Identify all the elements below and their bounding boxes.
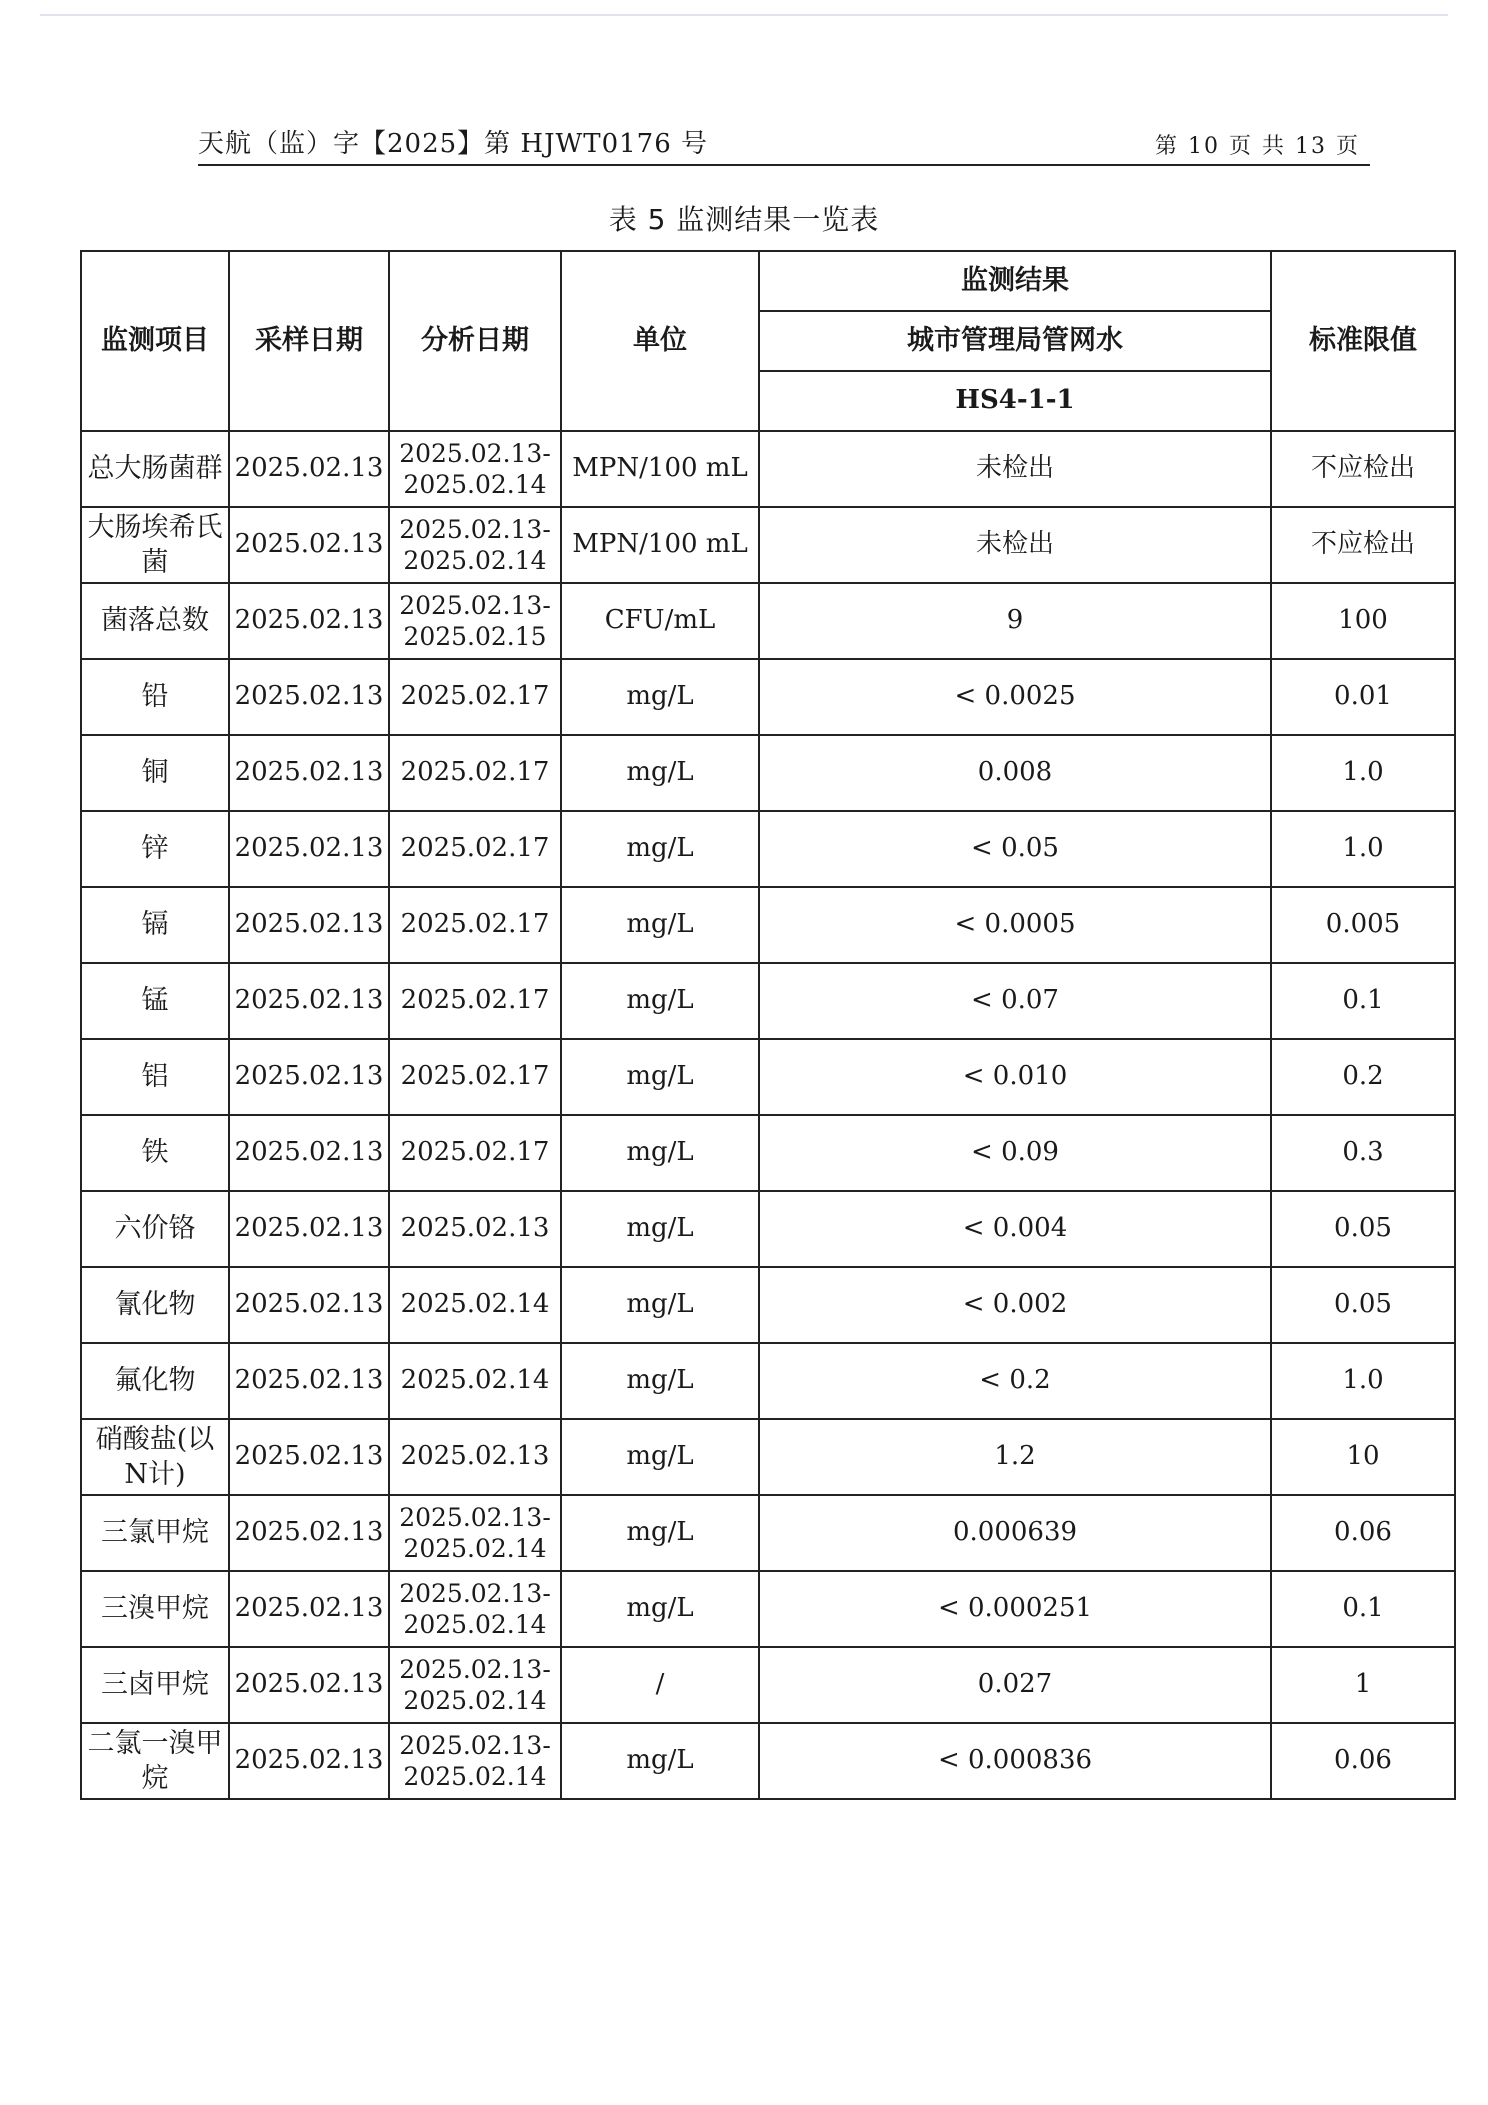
cell-sample-date: 2025.02.13 (229, 1039, 389, 1115)
cell-result: < 0.2 (759, 1343, 1271, 1419)
cell-analysis-date: 2025.02.13 (389, 1191, 561, 1267)
cell-unit: mg/L (561, 1191, 759, 1267)
cell-item: 氰化物 (81, 1267, 229, 1343)
cell-limit: 不应检出 (1271, 431, 1455, 507)
cell-result: 未检出 (759, 507, 1271, 583)
cell-result: < 0.09 (759, 1115, 1271, 1191)
cell-limit: 10 (1271, 1419, 1455, 1495)
cell-unit: mg/L (561, 963, 759, 1039)
table-row (81, 1419, 1455, 1495)
cell-unit: mg/L (561, 1039, 759, 1115)
cell-item: 铅 (81, 659, 229, 735)
cell-sample-date: 2025.02.13 (229, 1419, 389, 1495)
cell-limit: 0.06 (1271, 1723, 1455, 1799)
cell-result: < 0.000836 (759, 1723, 1271, 1799)
table-row (81, 963, 1455, 1039)
cell-result: < 0.07 (759, 963, 1271, 1039)
cell-result: 0.027 (759, 1647, 1271, 1723)
table-row (81, 1115, 1455, 1191)
cell-analysis-date: 2025.02.13-2025.02.14 (389, 1647, 561, 1723)
table-row (81, 1495, 1455, 1571)
cell-sample-date: 2025.02.13 (229, 1267, 389, 1343)
cell-result: < 0.05 (759, 811, 1271, 887)
cell-unit: mg/L (561, 1267, 759, 1343)
cell-limit: 0.3 (1271, 1115, 1455, 1191)
cell-limit: 0.05 (1271, 1267, 1455, 1343)
table-row (81, 507, 1455, 583)
cell-analysis-date: 2025.02.17 (389, 659, 561, 735)
cell-result: < 0.0005 (759, 887, 1271, 963)
cell-item: 六价铬 (81, 1191, 229, 1267)
table-row (81, 431, 1455, 507)
cell-unit: mg/L (561, 659, 759, 735)
col-header-site: 城市管理局管网水 (759, 311, 1271, 371)
cell-item: 铝 (81, 1039, 229, 1115)
col-header-result-group: 监测结果 (759, 251, 1271, 311)
cell-item: 总大肠菌群 (81, 431, 229, 507)
col-header-sample-date: 采样日期 (229, 251, 389, 431)
cell-result: < 0.000251 (759, 1571, 1271, 1647)
cell-unit: MPN/100 mL (561, 431, 759, 507)
cell-analysis-date: 2025.02.17 (389, 963, 561, 1039)
col-header-sample-code: HS4-1-1 (759, 371, 1271, 431)
cell-result: < 0.002 (759, 1267, 1271, 1343)
table-row (81, 811, 1455, 887)
cell-sample-date: 2025.02.13 (229, 735, 389, 811)
col-header-limit: 标准限值 (1271, 251, 1455, 431)
cell-sample-date: 2025.02.13 (229, 431, 389, 507)
cell-limit: 1.0 (1271, 811, 1455, 887)
cell-unit: mg/L (561, 1343, 759, 1419)
cell-unit: mg/L (561, 1419, 759, 1495)
cell-item: 三氯甲烷 (81, 1495, 229, 1571)
cell-sample-date: 2025.02.13 (229, 811, 389, 887)
page-header (198, 118, 1370, 166)
table-title: 表 5 监测结果一览表 (608, 203, 880, 236)
cell-unit: mg/L (561, 887, 759, 963)
cell-item: 铁 (81, 1115, 229, 1191)
cell-sample-date: 2025.02.13 (229, 659, 389, 735)
cell-limit: 0.1 (1271, 963, 1455, 1039)
cell-sample-date: 2025.02.13 (229, 963, 389, 1039)
cell-unit: / (561, 1647, 759, 1723)
cell-analysis-date: 2025.02.13-2025.02.14 (389, 507, 561, 583)
table-row (81, 1039, 1455, 1115)
cell-item: 硝酸盐(以N计) (81, 1419, 229, 1495)
cell-sample-date: 2025.02.13 (229, 1495, 389, 1571)
cell-analysis-date: 2025.02.13-2025.02.14 (389, 1495, 561, 1571)
cell-sample-date: 2025.02.13 (229, 583, 389, 659)
cell-limit: 0.05 (1271, 1191, 1455, 1267)
cell-analysis-date: 2025.02.13-2025.02.15 (389, 583, 561, 659)
cell-unit: CFU/mL (561, 583, 759, 659)
cell-limit: 0.1 (1271, 1571, 1455, 1647)
page-top-edge (40, 14, 1448, 16)
cell-limit: 0.06 (1271, 1495, 1455, 1571)
cell-item: 氟化物 (81, 1343, 229, 1419)
cell-result: 0.000639 (759, 1495, 1271, 1571)
cell-analysis-date: 2025.02.14 (389, 1343, 561, 1419)
cell-result: 0.008 (759, 735, 1271, 811)
table-row (81, 659, 1455, 735)
cell-limit: 0.01 (1271, 659, 1455, 735)
cell-limit: 0.2 (1271, 1039, 1455, 1115)
table-row (81, 1723, 1455, 1799)
cell-sample-date: 2025.02.13 (229, 1343, 389, 1419)
header-rule (198, 164, 1370, 166)
cell-limit: 1.0 (1271, 1343, 1455, 1419)
cell-analysis-date: 2025.02.13-2025.02.14 (389, 1571, 561, 1647)
table-row (81, 735, 1455, 811)
report-number: 天航（监）字【2025】第 HJWT0176 号 (198, 129, 709, 159)
table-row (81, 1571, 1455, 1647)
cell-analysis-date: 2025.02.13 (389, 1419, 561, 1495)
cell-item: 三溴甲烷 (81, 1571, 229, 1647)
cell-sample-date: 2025.02.13 (229, 887, 389, 963)
cell-item: 锌 (81, 811, 229, 887)
cell-unit: MPN/100 mL (561, 507, 759, 583)
cell-result: < 0.004 (759, 1191, 1271, 1267)
cell-limit: 1.0 (1271, 735, 1455, 811)
table-row (81, 1267, 1455, 1343)
cell-sample-date: 2025.02.13 (229, 1647, 389, 1723)
table-row (81, 887, 1455, 963)
cell-item: 锰 (81, 963, 229, 1039)
cell-analysis-date: 2025.02.17 (389, 811, 561, 887)
cell-item: 三卤甲烷 (81, 1647, 229, 1723)
cell-sample-date: 2025.02.13 (229, 1191, 389, 1267)
cell-item: 菌落总数 (81, 583, 229, 659)
cell-unit: mg/L (561, 1723, 759, 1799)
cell-item: 镉 (81, 887, 229, 963)
cell-analysis-date: 2025.02.17 (389, 735, 561, 811)
cell-result: 9 (759, 583, 1271, 659)
col-header-item: 监测项目 (81, 251, 229, 431)
cell-sample-date: 2025.02.13 (229, 507, 389, 583)
cell-unit: mg/L (561, 1495, 759, 1571)
cell-analysis-date: 2025.02.14 (389, 1267, 561, 1343)
col-header-unit: 单位 (561, 251, 759, 431)
table-row (81, 1647, 1455, 1723)
cell-analysis-date: 2025.02.17 (389, 1039, 561, 1115)
cell-analysis-date: 2025.02.17 (389, 887, 561, 963)
results-body (81, 431, 1455, 1799)
col-header-analysis-date: 分析日期 (389, 251, 561, 431)
cell-result: 未检出 (759, 431, 1271, 507)
table-row (81, 583, 1455, 659)
results-table (80, 250, 1456, 1800)
cell-unit: mg/L (561, 1571, 759, 1647)
cell-sample-date: 2025.02.13 (229, 1571, 389, 1647)
cell-unit: mg/L (561, 735, 759, 811)
cell-sample-date: 2025.02.13 (229, 1115, 389, 1191)
cell-sample-date: 2025.02.13 (229, 1723, 389, 1799)
cell-result: < 0.0025 (759, 659, 1271, 735)
cell-unit: mg/L (561, 1115, 759, 1191)
cell-analysis-date: 2025.02.13-2025.02.14 (389, 431, 561, 507)
cell-analysis-date: 2025.02.13-2025.02.14 (389, 1723, 561, 1799)
cell-limit: 100 (1271, 583, 1455, 659)
table-row (81, 1343, 1455, 1419)
cell-item: 铜 (81, 735, 229, 811)
cell-limit: 0.005 (1271, 887, 1455, 963)
cell-result: < 0.010 (759, 1039, 1271, 1115)
cell-unit: mg/L (561, 811, 759, 887)
cell-analysis-date: 2025.02.17 (389, 1115, 561, 1191)
page-number: 第 10 页 共 13 页 (1155, 134, 1360, 159)
cell-result: 1.2 (759, 1419, 1271, 1495)
cell-limit: 1 (1271, 1647, 1455, 1723)
cell-item: 大肠埃希氏菌 (81, 507, 229, 583)
table-row (81, 1191, 1455, 1267)
cell-limit: 不应检出 (1271, 507, 1455, 583)
cell-item: 二氯一溴甲烷 (81, 1723, 229, 1799)
